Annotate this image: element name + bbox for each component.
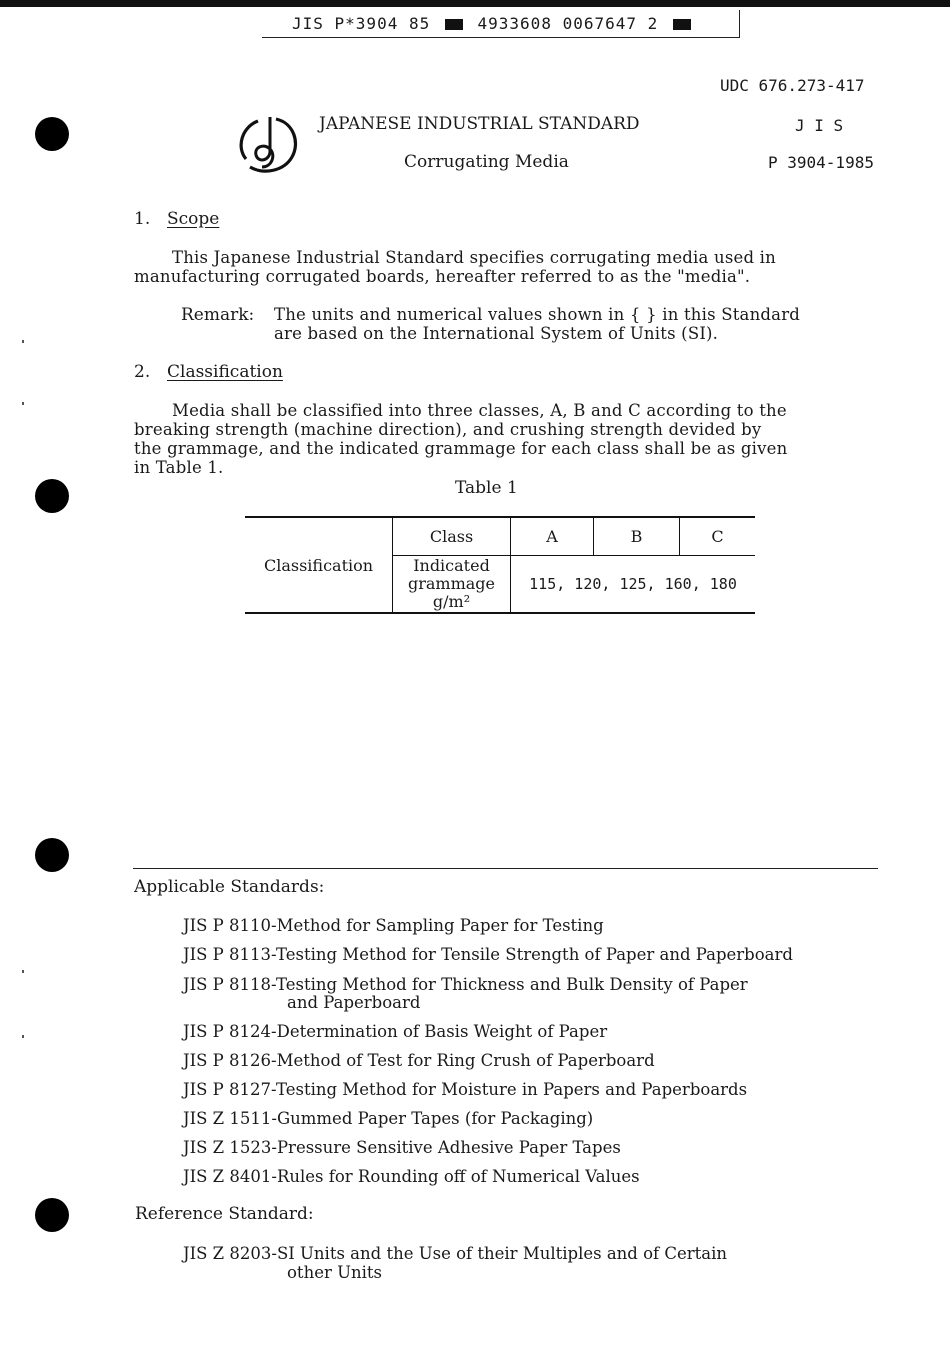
jis-mark: J I S bbox=[795, 116, 844, 135]
classification-table bbox=[245, 516, 755, 614]
reference-item-continuation: other Units bbox=[287, 1263, 382, 1282]
standard-item: JIS P 8118-Testing Method for Thickness and Bulk Density of Paper bbox=[183, 975, 748, 994]
grammage-label-line: grammage bbox=[407, 573, 496, 593]
section-1-heading: Scope bbox=[167, 209, 220, 229]
punch-hole bbox=[35, 838, 69, 872]
punch-hole bbox=[35, 1198, 69, 1232]
paragraph-line: breaking strength (machine direction), and crushing strength devided by bbox=[134, 420, 762, 439]
paragraph-line: manufacturing corrugated boards, hereafter referred to as the "media". bbox=[134, 267, 751, 286]
grammage-label-cell bbox=[393, 555, 511, 613]
table-caption: Table 1 bbox=[455, 478, 518, 498]
punch-hole bbox=[35, 117, 69, 151]
standard-item: JIS Z 1523-Pressure Sensitive Adhesive Paper Tapes bbox=[183, 1138, 621, 1157]
class-label: Class bbox=[429, 526, 474, 546]
standard-item: JIS P 8127-Testing Method for Moisture in Papers and Paperboards bbox=[183, 1080, 748, 1099]
class-cell bbox=[511, 517, 594, 555]
class-value: C bbox=[711, 526, 724, 546]
remark-text bbox=[274, 305, 800, 343]
section-divider bbox=[133, 868, 878, 869]
row-header-cell bbox=[245, 517, 393, 613]
punch-hole bbox=[35, 479, 69, 513]
standard-item: JIS P 8126-Method of Test for Ring Crush of Paperboard bbox=[183, 1051, 655, 1070]
remark-label: Remark: bbox=[181, 305, 255, 325]
paragraph-line: in Table 1. bbox=[134, 458, 224, 477]
grammage-values-cell bbox=[511, 555, 756, 613]
section-1-number: 1. bbox=[134, 209, 151, 229]
black-block-mark bbox=[673, 19, 691, 30]
section-2-number: 2. bbox=[134, 362, 151, 382]
section-2-heading: Classification bbox=[167, 362, 283, 382]
scan-speck bbox=[22, 340, 24, 343]
header-code-text: JIS P*3904 85 bbox=[292, 14, 431, 33]
grammage-label-line: Indicated bbox=[413, 555, 490, 575]
standard-item: JIS P 8113-Testing Method for Tensile Strength of Paper and Paperboard bbox=[183, 945, 793, 964]
scan-speck bbox=[22, 970, 24, 973]
reference-standard-heading: Reference Standard: bbox=[135, 1204, 314, 1224]
header-code-strip bbox=[262, 10, 740, 38]
jis-logo-icon bbox=[236, 113, 300, 175]
section-2-paragraph bbox=[134, 401, 787, 477]
standard-item-continuation: and Paperboard bbox=[287, 993, 421, 1012]
class-cell bbox=[680, 517, 756, 555]
udc-code: UDC 676.273-417 bbox=[720, 76, 865, 95]
grammage-unit: g/m² bbox=[432, 591, 471, 611]
black-block-mark bbox=[445, 19, 463, 30]
top-scan-border bbox=[0, 0, 950, 7]
header-code-text-2: 4933608 0067647 2 bbox=[477, 14, 659, 33]
paragraph-line: Media shall be classified into three classes, A, B and C according to the bbox=[172, 401, 787, 420]
class-cell bbox=[594, 517, 680, 555]
paragraph-line: The units and numerical values shown in { } in this Standard bbox=[274, 305, 801, 324]
class-value: B bbox=[630, 526, 643, 546]
standard-number: P 3904-1985 bbox=[768, 153, 874, 172]
row-header-label: Classification bbox=[263, 555, 374, 575]
standard-body-name: JAPANESE INDUSTRIAL STANDARD bbox=[319, 114, 640, 134]
section-1-paragraph bbox=[134, 248, 776, 286]
standard-item: JIS P 8110-Method for Sampling Paper for Testing bbox=[183, 916, 604, 935]
scan-speck bbox=[22, 402, 24, 405]
document-title: Corrugating Media bbox=[404, 152, 569, 172]
class-label-cell bbox=[393, 517, 511, 555]
paragraph-line: This Japanese Industrial Standard specifies corrugating media used in bbox=[172, 248, 776, 267]
standard-item: JIS Z 1511-Gummed Paper Tapes (for Packaging) bbox=[183, 1109, 594, 1128]
standard-item: JIS Z 8401-Rules for Rounding off of Numerical Values bbox=[183, 1167, 640, 1186]
class-value: A bbox=[546, 526, 558, 546]
standard-item: JIS P 8124-Determination of Basis Weight of Paper bbox=[183, 1022, 608, 1041]
reference-item: JIS Z 8203-SI Units and the Use of their Multiples and of Certain bbox=[183, 1244, 728, 1263]
scan-speck bbox=[22, 1035, 24, 1038]
paragraph-line: are based on the International System of Units (SI). bbox=[274, 324, 719, 343]
applicable-standards-heading: Applicable Standards: bbox=[134, 877, 325, 897]
grammage-values: 115, 120, 125, 160, 180 bbox=[529, 575, 737, 594]
paragraph-line: the grammage, and the indicated grammage for each class shall be as given bbox=[134, 439, 788, 458]
